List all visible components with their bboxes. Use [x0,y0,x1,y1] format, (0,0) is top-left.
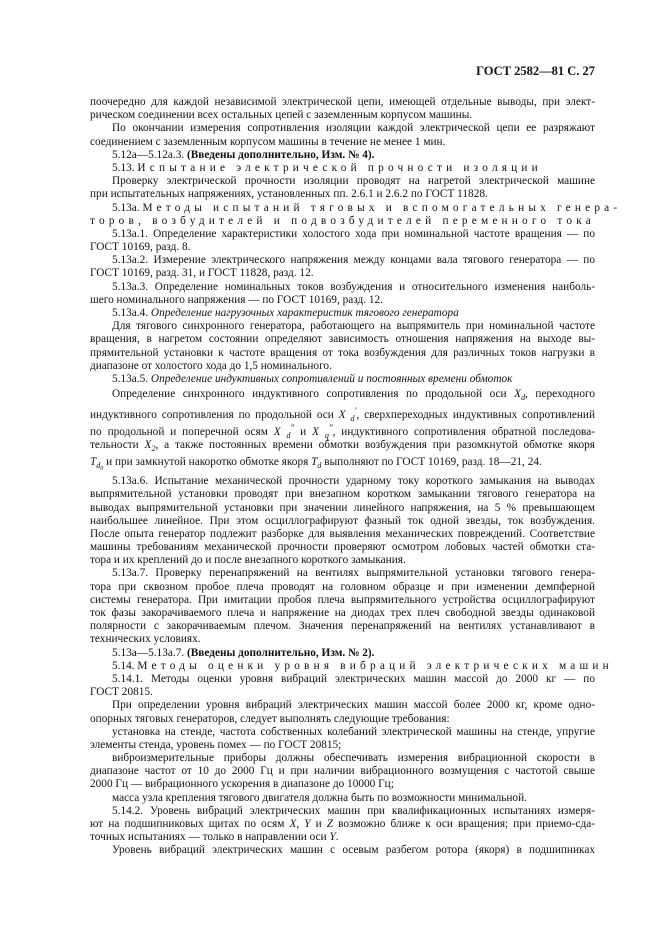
text-line: 5.13а.2. Измерение электрического напряжения между концами вала тягового генератора — по [112,254,595,267]
text-line [90,454,595,471]
subsection-title: Определение индуктивных сопротивлений и постоянных времени обмоток [150,372,513,385]
text-line [90,831,595,844]
text-line: масса узла крепления тягового двигателя должна быть по возможности минимальной. [112,791,527,804]
paragraph [90,228,595,254]
text-segment: 5.13а.5. [112,372,151,385]
text-segment: X [312,426,325,439]
text-line: При определении уровня вибраций электрических машин массой более 2000 кг, кроме одно- [112,699,595,712]
text-line [90,201,622,215]
text-line [90,818,595,831]
text-line: 5.13а.1. Определение характеристики холостого хода при номинальной частоте вращения — по [112,227,595,240]
paragraph [90,96,595,122]
text-line: выпрямительной установки проводят при внезапном коротком замыкании тягового генератора на [90,488,595,501]
text-segment: ″ [290,423,295,434]
text-line [90,403,595,424]
text-segment: тельности [90,439,145,452]
paragraph [90,647,595,660]
text-segment: 5.13. [112,161,138,174]
text-line: установка на стенде, частота собственных колебаний электрической машины на стенде, упругие [112,725,595,738]
text-segment: , индуктивного сопротивления обратной последова- [332,426,595,439]
text-segment: 5.13а—5.13а.7. [112,646,187,659]
text-segment: Определение синхронного индуктивного сопротивления по продольной оси [112,388,515,401]
section-heading: Методы оценки уровня вибраций электрических машин [137,659,613,672]
text-line: опорных тяговых генераторов, следует выполнять следующие требования: [90,712,450,725]
paragraph [90,254,595,280]
text-line [90,307,595,320]
text-segment: X [273,426,287,439]
text-segment: T [90,456,97,469]
text-line: технических условиях. [90,633,201,646]
text-line: тора при сквозном пробое плеча проводят на головном образце и при изменении демпферной [90,580,595,593]
paragraph [90,149,595,162]
paragraph [90,320,595,373]
paragraph [90,659,613,673]
text-line: 5.13а.6. Испытание механической прочности ударному току короткого замыкания на выводах [112,475,595,488]
paragraph [90,201,622,228]
text-segment: 2 [151,444,156,454]
paragraph [90,567,595,646]
section-heading: торов, возбудителей и подвозбудителей переменного тока [90,214,595,227]
text-segment: выполняют по ГОСТ 10169, разд. 18—21, 24. [321,456,542,469]
text-line: диапазоне частот от 10 до 2000 Гц и при наличии вибрационного возмущения с частотой свыше [90,765,595,778]
page-header: ГОСТ 2582—81 С. 27 [476,64,595,78]
text-line: 2000 Гц — вибрационного ускорения в диапазоне до 10000 Гц; [90,778,394,791]
text-line: По окончании измерения сопротивления изоляции каждой электрической цепи ее разряжают [112,122,595,135]
text-line: Уровень вибраций электрических машин с осевым разбегом ротора (якоря) в подшипниках [112,844,595,857]
text-line: 5.14.2. Уровень вибраций электрических машин при квалификационных испытаниях измеря- [112,804,595,817]
text-line [90,437,595,454]
text-line: Проверку электрической прочности изоляции проводят на нагретой электрической машине [112,175,595,188]
document-body [90,96,622,858]
paragraph [90,792,595,805]
text-line [90,149,595,162]
text-line: рическом соединении всех остальных цепей с заземленным корпусом машины. [90,109,473,122]
text-segment: возможно ближе к оси вращения; при приемо-сда- [333,818,595,830]
text-segment: по продольной и поперечной осям [90,426,274,439]
text-line: шего номинального напряжения — по ГОСТ 10169, разд. 12. [90,293,384,306]
text-segment: d [350,414,355,424]
text-line: ГОСТ 10169, разд. 8. [90,241,191,254]
text-line: ГОСТ 20815. [90,686,153,699]
text-segment: Y [329,831,336,844]
text-segment: d [286,431,291,441]
text-line: элементы стенда, уровень помех — по ГОСТ 20815; [90,738,342,751]
text-segment: ′ [354,406,357,417]
text-segment: d [521,393,526,403]
text-segment: . [335,831,339,844]
text-line: диапазоне от холостого хода до 1,5 номинального. [90,359,332,372]
text-line: 5.13а.3. Определение номинальных токов возбуждения и относительного изменения наиболь- [112,280,595,293]
paragraph [90,805,595,845]
text-segment: и [294,426,313,439]
paragraph [90,162,595,175]
text-segment: 5.12а—5.12а.3. [112,148,187,161]
paragraph [90,281,595,307]
text-line [90,386,595,403]
text-line: прямительной установки к частоте вращения от тока возбуждения для различных токов нагрузки в [90,346,595,359]
text-line: После опыта генератор подлежит разборке для выявления механических повреждений. Соответствие [90,527,595,540]
paragraph [90,699,595,725]
text-line: системы генератора. При имитации пробоя плеча выпрямительного устройства осциллографируют [90,593,595,606]
paragraph [90,307,595,320]
paragraph [90,373,595,386]
paragraph [90,386,595,471]
paragraph [90,752,595,792]
text-segment: d [317,461,322,471]
text-line: Для тягового синхронного генератора, работающего на выпрямитель при номинальной частоте [112,320,595,333]
text-line: полярности с закорачиваемым плечом. Значения перенапряжений на вентилях устанавливают в [90,620,595,633]
text-segment: 5.14. [112,659,138,672]
text-line [90,420,595,441]
text-segment: T [311,456,318,469]
amendment-note: (Введены дополнительно, Изм. № 2). [187,646,375,659]
text-line: при испытательных напряжениях, установленных пп. 2.6.1 и 2.6.2 по ГОСТ 11828. [90,188,488,201]
text-line: выводах выпрямительной установки при значении линейного напряжения, на 5 % превышающем [90,501,595,514]
text-segment: ″ [328,423,333,434]
text-segment: X [514,388,522,401]
text-line: ГОСТ 10169, разд. 31, и ГОСТ 11828, разд. 12. [90,267,314,280]
text-line: машины требованиям механической прочности проверяют осмотром лобовых частей обмотки ста- [90,541,595,554]
text-segment: ют на подшипниковых щитах по осям [90,818,290,830]
text-line: тора и их креплений до и после внезапного короткого замыкания. [90,554,406,567]
text-line [90,373,595,386]
text-segment: 5.13а.4. [112,307,151,319]
subsection-title: Определение нагрузочных характеристик тягового генератора [150,307,459,319]
text-line: вращения, в нагретом состоянии определяют зависимость отношения напряжения на выходе вы- [90,333,595,346]
text-segment: точных испытаниях — только в направлении оси [90,831,330,844]
paragraph [90,175,595,201]
text-segment: d [96,461,101,471]
paragraph [90,726,595,752]
text-line [90,215,595,228]
paragraph [90,673,595,699]
text-line: поочередно для каждой независимой электрической цепи, имеющей отдельные выводы, при элект- [90,96,595,108]
text-segment: Z [326,818,334,830]
text-segment: , а также постоянных времени обмотки возбуждения при разомкнутой обмотке якоря [155,439,595,452]
paragraph [90,844,595,857]
paragraph [90,122,595,148]
section-heading: Испытание электрической прочности изоляции [137,161,542,174]
section-heading: Методы испытаний тяговых и вспомогательных генера- [142,201,622,214]
text-segment: индуктивного сопротивления по продольной оси [90,409,339,422]
text-line: 5.13а.7. Проверку перенапряжений на вентилях выпрямительной установки тягового генера- [112,567,595,580]
text-segment: q [324,431,329,441]
text-line [90,659,613,673]
paragraph [90,475,595,567]
text-segment: X [144,439,152,452]
text-line: виброизмерительные приборы должны обеспечивать измерения вибрационной скорости в [112,752,595,765]
text-segment: X [338,409,351,422]
text-segment: и при замкнутой накоротко обмотке якоря [103,456,312,469]
text-segment: , сверхпереходных индуктивных сопротивлений [356,409,595,422]
amendment-note: (Введены дополнительно, Изм. № 4). [187,148,375,161]
text-segment: 0 [100,466,104,473]
text-line [90,647,595,660]
text-segment: 5.13а. [112,201,143,214]
text-segment: , переходного [525,388,595,401]
text-segment: и [310,818,327,830]
text-line: ток фазы закорачиваемого плеча и напряжение на диодах трех плеч свободной звезды одинаковой [90,607,595,619]
text-line [90,162,595,175]
text-line: соединением с заземленным корпусом машины в течение не менее 1 мин. [90,135,446,148]
text-line: 5.14.1. Методы оценки уровня вибраций электрических машин массой до 2000 кг — по [112,672,595,685]
text-segment: X, Y [289,818,311,830]
text-line: наибольшее линейное. При этом осциллографируют фазный ток одной звезды, ток возбуждения. [90,514,595,527]
